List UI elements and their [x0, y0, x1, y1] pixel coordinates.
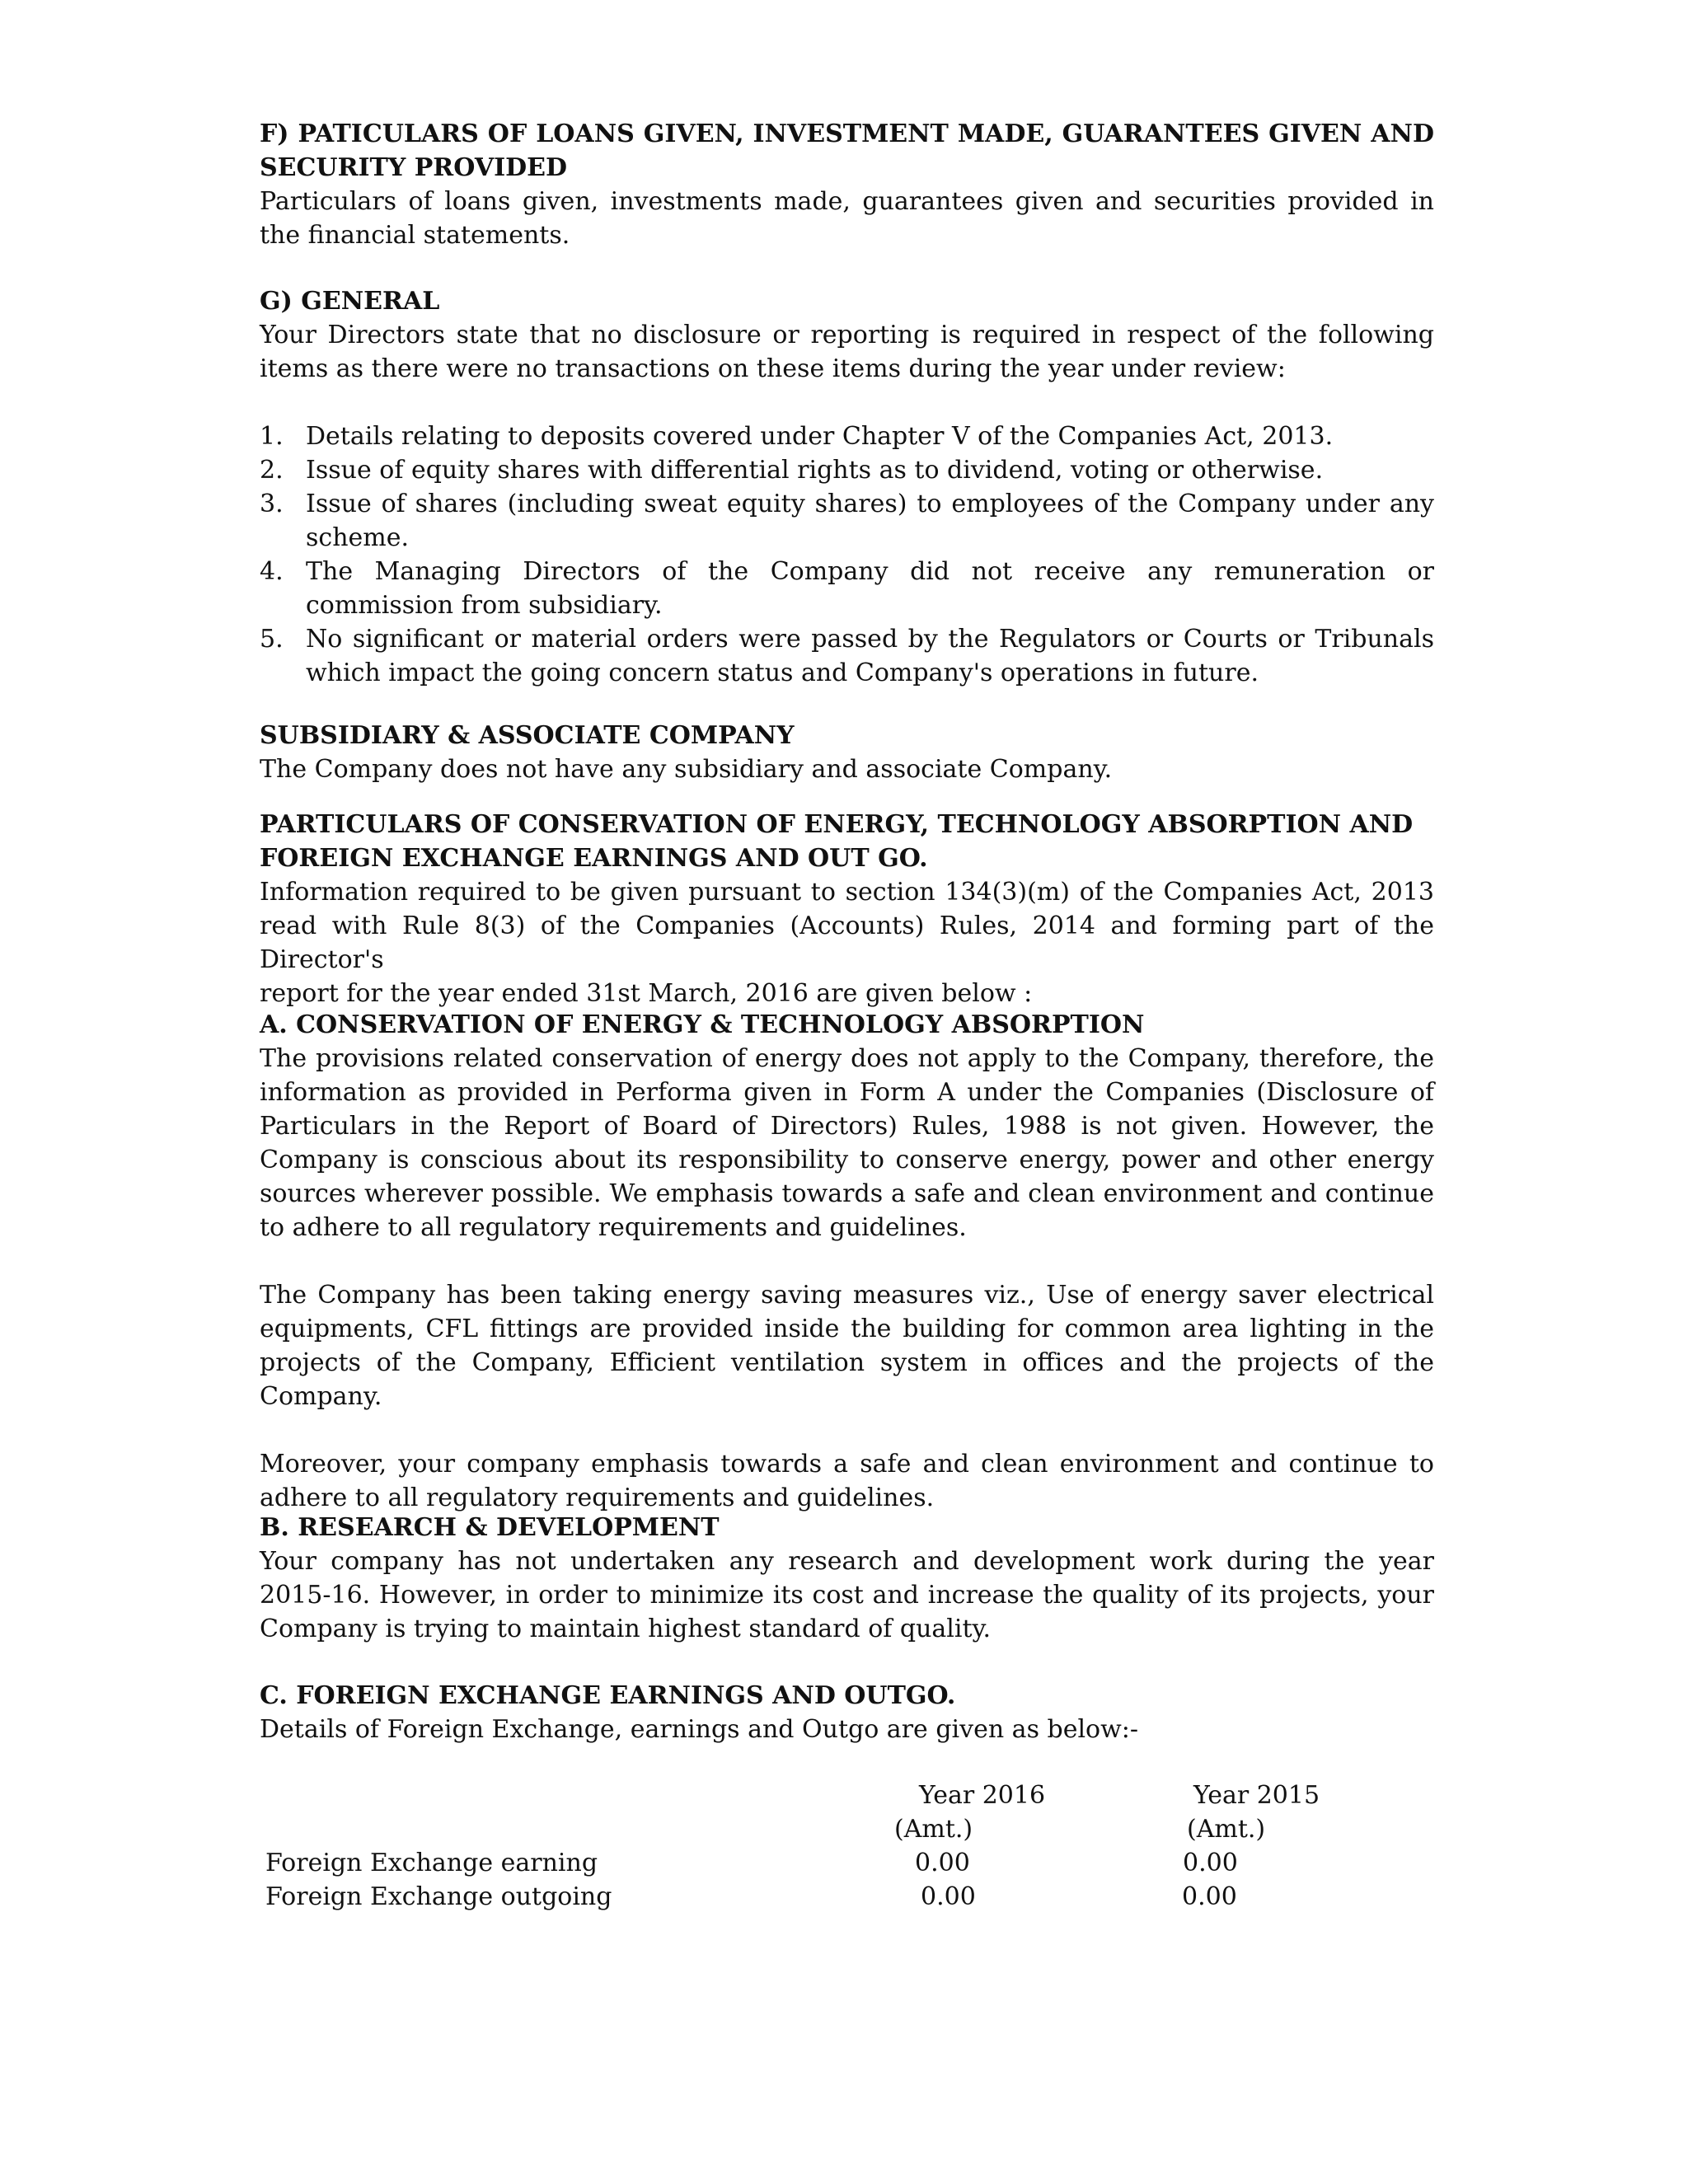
section-research-development — [260, 1511, 1434, 1646]
list-item: 1. Details relating to deposits covered under Chapter V of the Companies Act, 2013. — [260, 422, 1334, 451]
section-loans-investments — [260, 117, 1434, 252]
section-energy-conservation — [260, 1008, 1434, 1515]
subsidiary-body: The Company does not have any subsidiary and associate Company. — [260, 755, 1113, 784]
section-g-intro: Your Directors state that no disclosure or reporting is required in respect of the following items as there were no transactions on these items during the year under review: — [260, 321, 1434, 383]
column-header-year-2015: Year 2015 — [1193, 1781, 1320, 1810]
column-unit-2016: (Amt.) — [894, 1815, 973, 1844]
list-item: 3. Issue of shares (including sweat equity shares) to employees of the Company under any scheme. — [260, 490, 1434, 552]
section-a-heading: A. CONSERVATION OF ENERGY & TECHNOLOGY ABSORPTION — [260, 1010, 1145, 1039]
row-label: Foreign Exchange outgoing — [265, 1882, 612, 1911]
list-item: 5. No significant or material orders were passed by the Regulators or Courts or Tribunals which impact the going concern status and Company's operations in future. — [260, 625, 1434, 687]
list-item: 2. Issue of equity shares with differential rights as to dividend, voting or otherwise. — [260, 456, 1324, 485]
subsidiary-heading: SUBSIDIARY & ASSOCIATE COMPANY — [260, 721, 795, 750]
row-value-2016: 0.00 — [921, 1882, 976, 1911]
section-a-para3: Moreover, your company emphasis towards a safe and clean environment and continue to adhere to all regulatory requirements and guidelines. — [260, 1450, 1434, 1512]
row-value-2016: 0.00 — [915, 1849, 970, 1877]
section-c-intro: Details of Foreign Exchange, earnings and Outgo are given as below:- — [260, 1715, 1139, 1744]
section-a-para2: The Company has been taking energy saving measures viz., Use of energy saver electrical equipments, CFL fittings are provided inside the building for common area lighting in the projects of the Company, Efficient ventilation system in offices and the projects of the Company. — [260, 1281, 1434, 1411]
section-b-body: Your company has not undertaken any research and development work during the year 2015-16. However, in order to minimize its cost and increase the quality of its projects, your Company is trying to maintain highest standard of quality. — [260, 1547, 1434, 1643]
section-c-heading: C. FOREIGN EXCHANGE EARNINGS AND OUTGO. — [260, 1681, 956, 1710]
row-value-2015: 0.00 — [1182, 1882, 1237, 1911]
section-conservation-particulars — [260, 808, 1434, 1010]
conservation-body-line3: report for the year ended 31st March, 2016 are given below : — [260, 979, 1033, 1008]
column-header-year-2016: Year 2016 — [919, 1781, 1046, 1810]
section-foreign-exchange — [260, 1679, 1434, 1746]
section-f-heading: F) PATICULARS OF LOANS GIVEN, INVESTMENT MADE, GUARANTEES GIVEN AND SECURITY PROVIDED — [260, 120, 1434, 182]
conservation-body-line1: Information required to be given pursuant to section 134(3)(m) of the Companies Act, 2013 — [260, 878, 1434, 907]
section-f-body: Particulars of loans given, investments made, guarantees given and securities provided in the financial statements. — [260, 187, 1434, 250]
section-g-heading: G) GENERAL — [260, 287, 440, 316]
column-unit-2015: (Amt.) — [1187, 1815, 1266, 1844]
section-a-para1: The provisions related conservation of energy does not apply to the Company, therefore, the information as provided in Performa given in Form A under the Companies (Disclosure of Particulars in the Report of Board of Directors) Rules, 1988 is not given. However, the Company is conscious about its responsibility to conserve energy, power and other energy sources wherever possible. We emphasis towards a safe and clean environment and continue to adhere to all regulatory requirements and guidelines. — [260, 1044, 1434, 1242]
list-item: 4. The Managing Directors of the Company did not receive any remuneration or commission from subsidiary. — [260, 557, 1434, 620]
conservation-heading: PARTICULARS OF CONSERVATION OF ENERGY, TECHNOLOGY ABSORPTION AND FOREIGN EXCHANGE EARNINGS AND OUT GO. — [260, 810, 1414, 873]
section-b-heading: B. RESEARCH & DEVELOPMENT — [260, 1513, 720, 1542]
section-general — [260, 284, 1434, 690]
conservation-body-line2: read with Rule 8(3) of the Companies (Accounts) Rules, 2014 and forming part of the Director's — [260, 912, 1434, 974]
row-label: Foreign Exchange earning — [265, 1849, 598, 1877]
section-subsidiary — [260, 719, 1434, 786]
row-value-2015: 0.00 — [1183, 1849, 1238, 1877]
general-items-list — [260, 419, 1434, 690]
